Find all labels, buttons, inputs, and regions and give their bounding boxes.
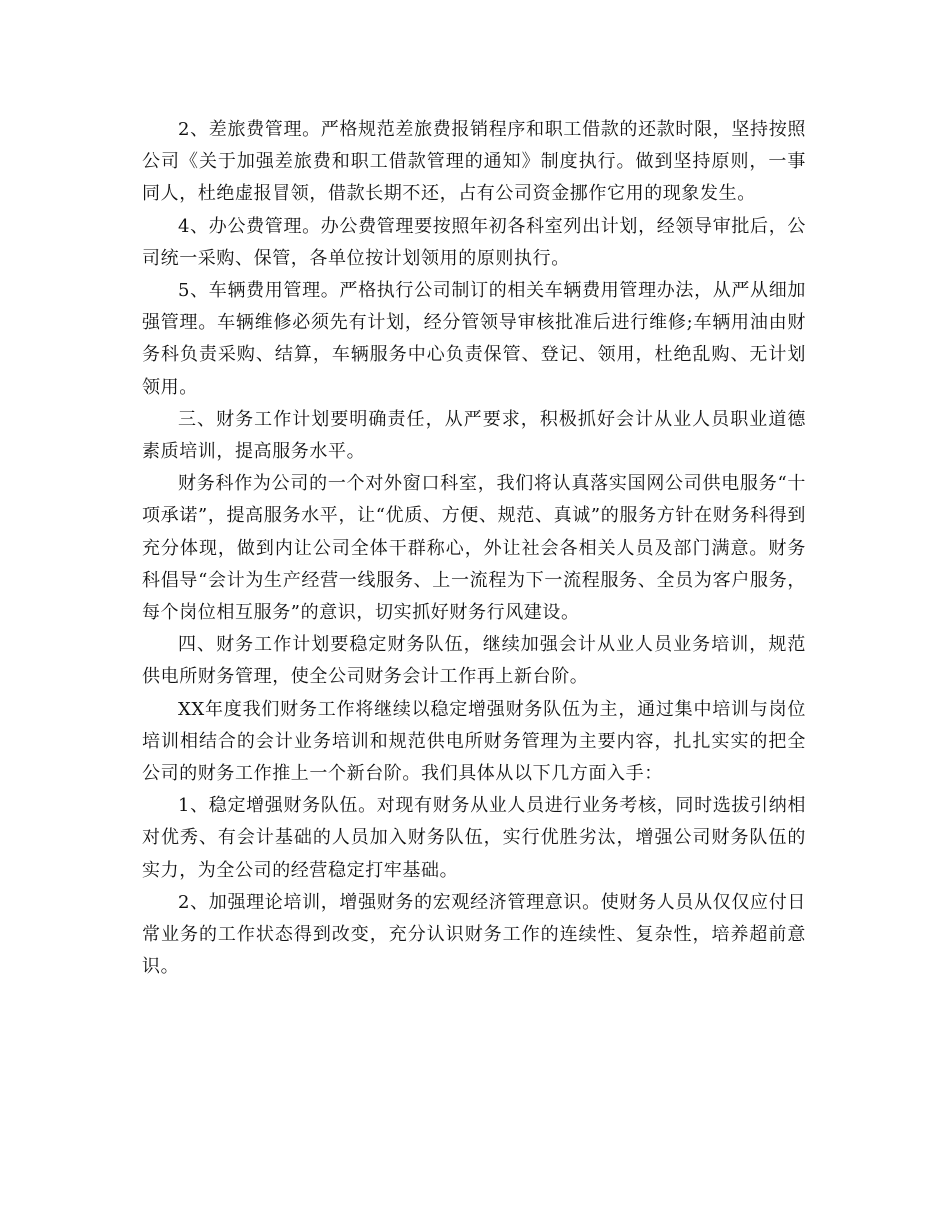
paragraph-section-four: 四、财务工作计划要稳定财务队伍，继续加强会计从业人员业务培训，规范供电所财务管理，使全公司财务会计工作再上新台阶。	[142, 634, 806, 688]
document-body	[142, 114, 806, 983]
paragraph-office-expense: 4、办公费管理。办公费管理要按照年初各科室列出计划，经领导审批后，公司统一采购、保管，各单位按计划领用的原则执行。	[142, 215, 806, 269]
paragraph-section-three: 三、财务工作计划要明确责任，从严要求，积极抓好会计从业人员职业道德素质培训，提高服务水平。	[142, 408, 806, 463]
paragraph-travel-expense: 2、差旅费管理。严格规范差旅费报销程序和职工借款的还款时限，坚持按照公司《关于加强差旅费和职工借款管理的通知》制度执行。做到坚持原则，一事同人，杜绝虚报冒领，借款长期不还，占有公司资金挪作它用的现象发生。	[142, 119, 806, 205]
paragraph-vehicle-expense: 5、车辆费用管理。严格执行公司制订的相关车辆费用管理办法，从严从细加强管理。车辆维修必须先有计划，经分管领导审核批准后进行维修;车辆用油由财务科负责采购、结算，车辆服务中心负责保管、登记、领用，杜绝乱购、无计划领用。	[142, 280, 806, 398]
paragraph-theory-training: 2、加强理论培训，增强财务的宏观经济管理意识。使财务人员从仅仅应付日常业务的工作状态得到改变，充分认识财务工作的连续性、复杂性，培养超前意识。	[142, 891, 806, 978]
paragraph-annual-plan: XX年度我们财务工作将继续以稳定增强财务队伍为主，通过集中培训与岗位培训相结合的会计业务培训和规范供电所财务管理为主要内容，扎扎实实的把全公司的财务工作推上一个新台阶。我们具体从以下几方面入手：	[142, 698, 806, 785]
paragraph-service-window: 财务科作为公司的一个对外窗口科室，我们将认真落实国网公司供电服务“十项承诺”，提高服务水平，让“优质、方便、规范、真诚”的服务方针在财务科得到充分体现，做到内让公司全体干群称心，外让社会各相关人员及部门满意。财务科倡导“会计为生产经营一线服务、上一流程为下一流程服务、全员为客户服务，每个岗位相互服务”的意识，切实抓好财务行风建设。	[142, 473, 806, 624]
paragraph-stabilize-team: 1、稳定增强财务队伍。对现有财务从业人员进行业务考核，同时选拔引纳相对优秀、有会计基础的人员加入财务队伍，实行优胜劣汰，增强公司财务队伍的实力，为全公司的经营稳定打牢基础。	[142, 795, 806, 881]
